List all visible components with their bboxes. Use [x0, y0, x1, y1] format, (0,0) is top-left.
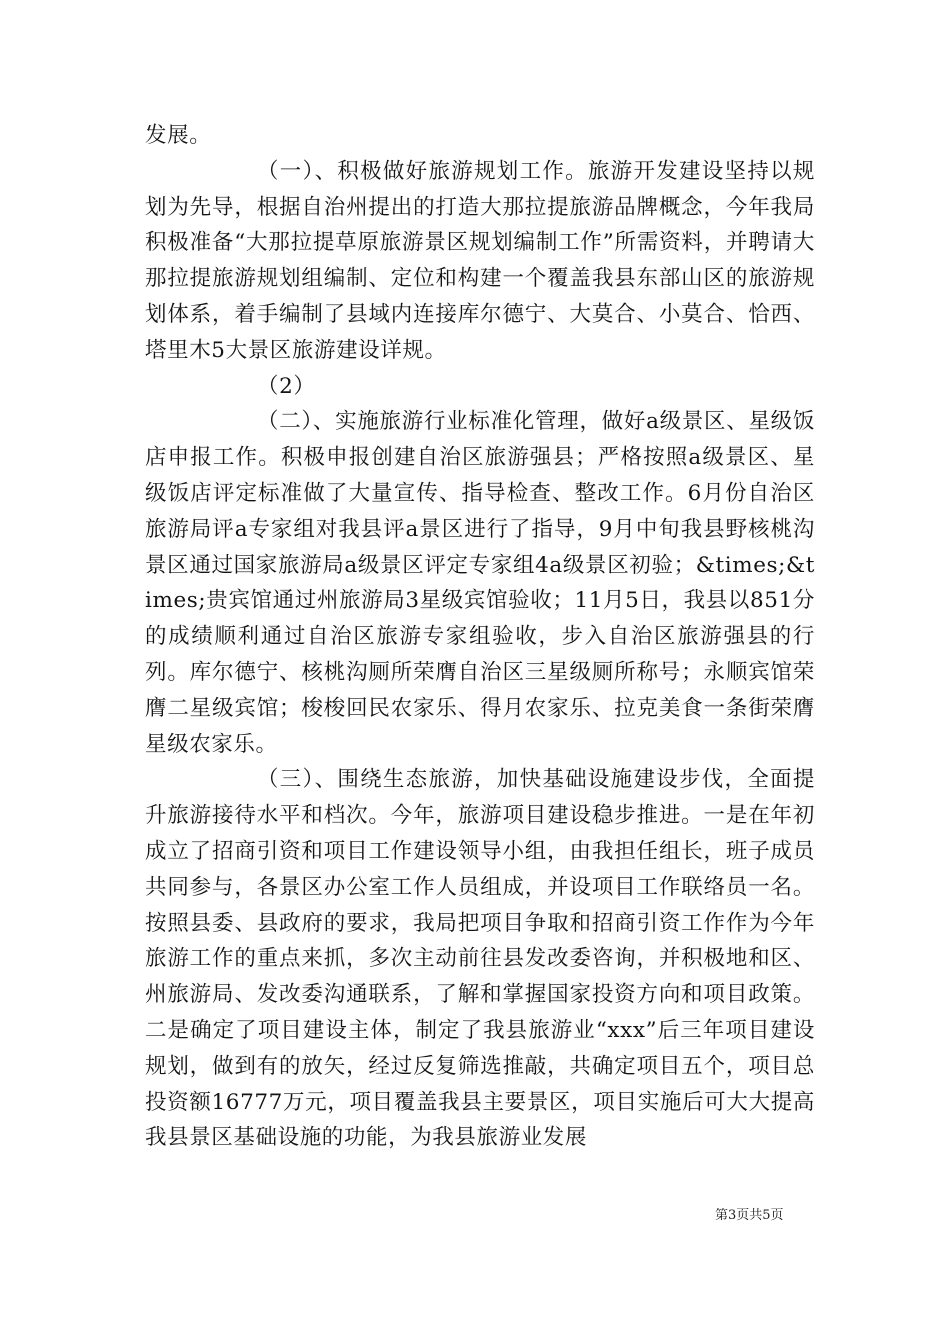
paragraph-infrastructure: （三）、围绕生态旅游，加快基础设施建设步伐，全面提升旅游接待水平和档次。今年，旅游项目建设稳步推进。一是在年初成立了招商引资和项目工作建设领导小组，由我担任组长，班子成员共同参与，各景区办公室工作人员组成，并设项目工作联络员一名。按照县委、县政府的要求，我局把项目争取和招商引资工作作为今年旅游工作的重点来抓，多次主动前往县发改委咨询，并积极地和区、州旅游局、发改委沟通联系，了解和掌握国家投资方向和项目政策。二是确定了项目建设主体，制定了我县旅游业“xxx”后三年项目建设规划，做到有的放矢，经过反复筛选推敲，共确定项目五个，项目总投资额16777万元，项目覆盖我县主要景区，项目实施后可大大提高我县景区基础设施的功能，为我县旅游业发展	[145, 767, 815, 1151]
paragraph-standardization: （二）、实施旅游行业标准化管理，做好a级景区、星级饭店申报工作。积极申报创建自治区旅游强县；严格按照a级景区、星级饭店评定标准做了大量宣传、指导检查、整改工作。6月份自治区旅游局评a专家组对我县评a景区进行了指导，9月中旬我县野核桃沟景区通过国家旅游局a级景区评定专家组4a级景区初验；&times;&times;贵宾馆通过州旅游局3星级宾馆验收；11月5日，我县以851分的成绩顺利通过自治区旅游专家组验收，步入自治区旅游强县的行列。库尔德宁、核桃沟厕所荣膺自治区三星级厕所称号；永顺宾馆荣膺二星级宾馆；梭梭回民农家乐、得月农家乐、拉克美食一条街荣膺星级农家乐。	[145, 409, 815, 757]
document-body	[145, 118, 815, 1156]
paragraph-continuation: 发展。	[145, 123, 212, 148]
page-number-footer: 第3页共5页	[715, 1208, 784, 1223]
paragraph-marker: （2）	[257, 373, 316, 399]
paragraph-tourism-planning: （一）、积极做好旅游规划工作。旅游开发建设坚持以规划为先导，根据自治州提出的打造大那拉提旅游品牌概念，今年我局积极准备“大那拉提草原旅游景区规划编制工作”所需资料，并聘请大那拉提旅游规划组编制、定位和构建一个覆盖我县东部山区的旅游规划体系，着手编制了县域内连接库尔德宁、大莫合、小莫合、恰西、塔里木5大景区旅游建设详规。	[145, 158, 815, 363]
